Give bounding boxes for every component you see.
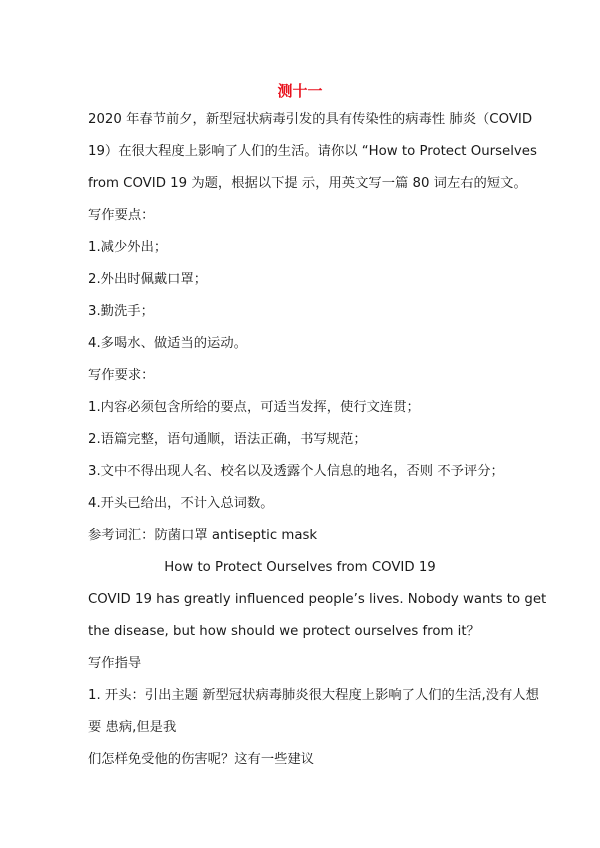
- intro-line-1: 2020 年春节前夕，新型冠状病毒引发的具有传染性的病毒性 肺炎（COVID: [88, 112, 533, 127]
- guidance-heading: 写作指导: [88, 656, 142, 671]
- point-1: 1.减少外出；: [88, 240, 168, 255]
- essay-line-1: COVID 19 has greatly influenced people’s lives. Nobody wants to get: [88, 592, 547, 607]
- requirement-2: 2.语篇完整，语句通顺，语法正确，书写规范；: [88, 432, 367, 447]
- essay-line-2: the disease, but how should we protect ourselves from it？: [88, 624, 480, 639]
- page-title: 测十一: [277, 82, 323, 100]
- requirement-3: 3.文中不得出现人名、校名以及透露个人信息的地名，否则 不予评分；: [88, 464, 504, 479]
- point-3: 3.勤洗手；: [88, 304, 154, 319]
- intro-line-2: 19）在很大程度上影响了人们的生活。请你以 “How to Protect Ourselves: [88, 144, 537, 159]
- requirement-4: 4.开头已给出，不计入总词数。: [88, 496, 274, 511]
- point-2: 2.外出时佩戴口罩；: [88, 272, 208, 287]
- intro-line-3: from COVID 19 为题，根据以下提 示，用英文写一篇 80 词左右的短文。: [88, 176, 527, 191]
- vocabulary-note: 参考词汇：防菌口罩 antiseptic mask: [88, 528, 318, 543]
- requirements-heading: 写作要求：: [88, 368, 155, 383]
- guidance-line-1: 1. 开头：引出主题 新型冠状病毒肺炎很大程度上影响了人们的生活,没有人想: [88, 688, 539, 703]
- point-4: 4.多喝水、做适当的运动。: [88, 336, 247, 351]
- requirement-1: 1.内容必须包含所给的要点，可适当发挥，使行文连贯；: [88, 400, 420, 415]
- essay-title: How to Protect Ourselves from COVID 19: [164, 560, 436, 575]
- guidance-line-2: 要 患病,但是我: [88, 720, 177, 735]
- guidance-line-3: 们怎样免受他的伤害呢？这有一些建议: [88, 752, 315, 767]
- points-heading: 写作要点：: [88, 208, 155, 223]
